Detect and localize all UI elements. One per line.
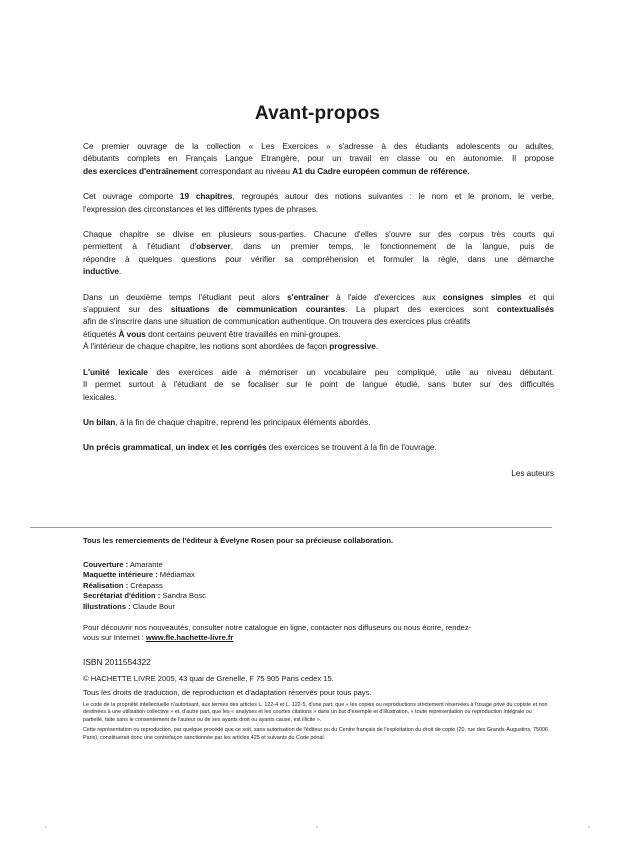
website-note [83, 623, 553, 644]
credit-label: Couverture : [83, 559, 129, 569]
text-run: vous sur Internet : [83, 633, 146, 643]
text-run: . [467, 165, 470, 176]
isbn: ISBN 2011554322 [83, 656, 151, 667]
text-run: étiquetés [83, 328, 119, 339]
text-line: Chaque chapitre se divise en plusieurs sous-parties. Chacune d'elles s'ouvre sur des corpus très courts qui [83, 229, 554, 240]
text-run: , à la fin de chaque chapitre, reprend les principaux éléments abordés. [115, 416, 371, 427]
foreword-paragraph-exercises [83, 291, 554, 353]
section-divider [30, 527, 552, 528]
credit-label: Secrétariat d'édition : [83, 591, 161, 601]
credit-line [83, 570, 553, 581]
legal-notice: Cette représentation ou reproduction, par quelque procédé que ce soit, sans autorisation de l'éditeur ou du Centre français de l'exploitation du droit de copie (20, rue des Grands-Augustins, 75006 Paris), constituerait donc une contrefaçon sanctionnée par les articles 425 et suivants du Code pénal. [83, 727, 549, 741]
text-run: des exercices aide à mémoriser un vocabulaire peu compliqué, utile au niveau débutant. [147, 366, 554, 377]
emphasis: observer [196, 241, 231, 252]
foreword-paragraph-intro [83, 140, 554, 177]
text-line: débutants complets en Français Langue Etrangère, pour un travail en classe ou en autonomie. Il propose [83, 153, 554, 164]
text-run: , [170, 442, 176, 453]
credit-line [83, 581, 553, 592]
text-line: afin de s'inscrire dans une situation de communication authentique. On trouvera des exercices plus créatifs [83, 316, 471, 327]
text-run: correspondant au niveau [197, 165, 293, 176]
emphasis: les corrigés [220, 442, 267, 453]
emphasis: contextualisés [497, 304, 554, 315]
text-line [83, 441, 554, 453]
legal-notice: Le code de la propriété intellectuelle n'autorisant, aux termes des articles L. 122-4 et L. 122-5, d'une part, que « les copies ou reproductions strictement réservées à l'usage privé du copiste et non destinées à une utilisation collective » et, d'autre part, que les « analyses et les courtes citations » dans un but d'exemple et d'illustration, « toute représentation ou reproduction intégrale ou partielle, faite sans le consentement de l'auteur ou de ses ayants droit ou ayants cause, est illicite ». [83, 701, 548, 723]
emphasis: situations de communication courantes [170, 304, 346, 315]
text-run: à l'aide d'exercices aux [328, 291, 443, 302]
text-run: , dans un premier temps, le fonctionnement de la langue, puis de [230, 241, 554, 252]
production-credits [83, 560, 553, 613]
crop-mark [316, 826, 318, 828]
credit-value: Créapass [128, 580, 163, 590]
website-link[interactable]: www.fle.hachette-livre.fr [145, 633, 234, 643]
emphasis: L'unité lexicale [83, 366, 148, 377]
emphasis: À vous [118, 328, 146, 339]
emphasis: Un bilan [83, 416, 116, 427]
emphasis: inductive [83, 266, 119, 277]
foreword-paragraph-appendices [83, 441, 554, 453]
emphasis: des exercices d'entraînement [83, 165, 198, 176]
text-line [83, 303, 554, 315]
credit-line [83, 560, 553, 571]
text-line: répondre à quelques questions pour vérifier sa compréhension et formuler la règle, dans une démarche [83, 253, 554, 264]
text-line [83, 265, 554, 277]
signature: Les auteurs [511, 467, 554, 478]
text-line [83, 165, 554, 177]
text-line [83, 416, 554, 428]
text-line [83, 190, 554, 202]
text-line: Il permet surtout à l'étudiant de se focaliser sur le point de langue étudié, sans buter sur des difficultés [83, 379, 554, 390]
text-run: . [375, 341, 379, 352]
text-run: À l'intérieur de chaque chapitre, les notions sont abordées de façon [83, 341, 330, 352]
text-line [83, 366, 554, 378]
credits-section [83, 536, 553, 746]
crop-mark [588, 826, 590, 828]
text-line: lexicales. [83, 391, 117, 402]
emphasis: consignes simples [442, 291, 522, 302]
foreword-paragraph-lexicon [83, 366, 554, 403]
credit-value: Sandra Bosc [160, 591, 206, 601]
text-run: dont certains peuvent être travaillés en mini-groupes. [145, 328, 341, 339]
text-run: . [118, 266, 122, 277]
text-line [83, 291, 554, 303]
credit-value: Claude Bour [130, 601, 176, 611]
credit-line [83, 602, 553, 613]
credit-value: Médiamax [157, 570, 195, 580]
copyright: © HACHETTE LIVRE 2005, 43 quai de Grenelle, F 75 905 Paris cedex 15. [83, 674, 334, 684]
credit-line [83, 591, 553, 602]
text-line [83, 633, 553, 644]
foreword-body [83, 140, 554, 492]
emphasis: un index [175, 442, 210, 453]
credit-value: Amarante [128, 559, 163, 569]
text-line: Pour découvrir nos nouveautés, consulter notre catalogue en ligne, contacter nos diffuseurs ou nous écrire, rendez- [83, 622, 472, 632]
foreword-paragraph-structure [83, 228, 554, 278]
text-run: s'appuient sur des [83, 304, 171, 315]
text-run: , regroupés autour des notions suivantes : le nom et le pronom, le verbe, [232, 191, 554, 202]
text-line: Ce premier ouvrage de la collection « Les Exercices » s'adresse à des étudiants adolescents ou adultes, [83, 141, 554, 151]
text-line [83, 240, 554, 252]
text-run: permettent à l'étudiant d' [83, 241, 197, 252]
rights-notice: Tous les droits de traduction, de reproduction et d'adaptation réservés pour tous pays. [83, 687, 372, 697]
credit-label: Maquette intérieure : [83, 570, 158, 580]
text-line: l'expression des circonstances et les différents types de phrases. [83, 203, 319, 214]
text-run: et qui [521, 291, 554, 302]
emphasis: progressive [329, 341, 376, 352]
credit-label: Illustrations : [83, 601, 131, 611]
text-run: . La plupart des exercices sont [345, 304, 498, 315]
text-line [83, 328, 554, 340]
emphasis: A1 du Cadre européen commun de référence [292, 165, 468, 176]
text-run: Cet ouvrage comporte [83, 191, 180, 202]
foreword-paragraph-bilan [83, 416, 554, 428]
crop-mark [45, 826, 47, 828]
acknowledgement: Tous les remerciements de l'éditeur à Évelyne Rosen pour sa précieuse collaboration. [83, 536, 394, 545]
foreword-paragraph-chapters [83, 190, 554, 215]
text-run: des exercices se trouvent à la fin de l'ouvrage. [266, 442, 437, 453]
text-run: et [209, 442, 221, 453]
text-run: Dans un deuxième temps l'étudiant peut alors [83, 291, 288, 302]
emphasis: Un précis grammatical [83, 442, 171, 453]
page-title: Avant-propos [254, 103, 381, 124]
text-line [83, 340, 554, 352]
emphasis: 19 chapitres [179, 191, 233, 202]
emphasis: s'entraîner [287, 291, 329, 302]
credit-label: Réalisation : [83, 580, 129, 590]
